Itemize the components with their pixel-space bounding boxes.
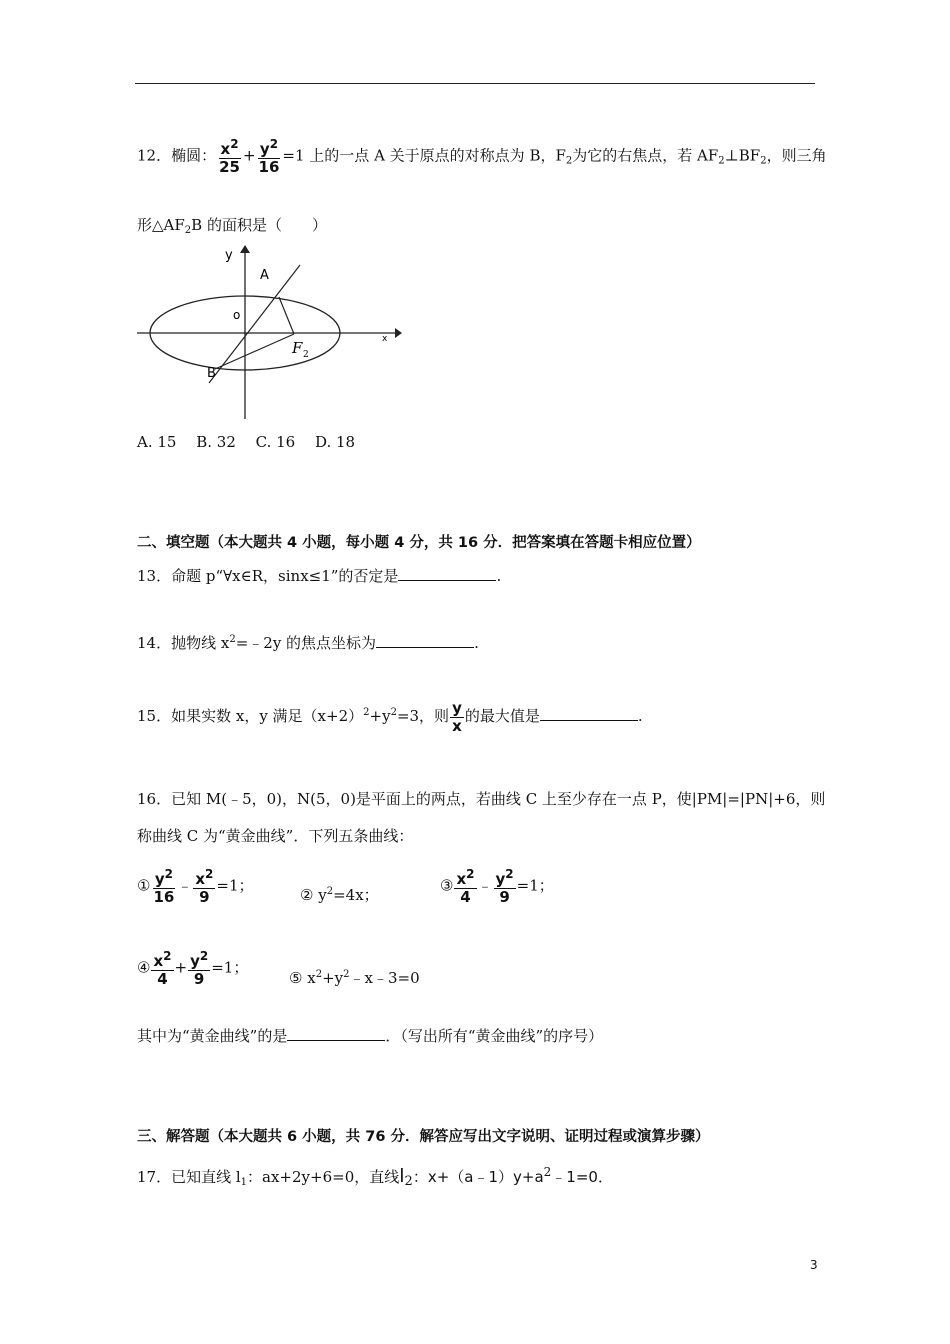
origin-label: o [233,308,241,322]
y-axis-arrow [240,245,250,253]
q16-curve-5: ⑤ $x^2+y^2﹣x﹣3=0$ [289,969,420,987]
q14-answer-blank[interactable] [376,646,474,648]
q16-curve-1: ① $\frac{y^2}{16}$ ﹣ $\frac{x^2}{9}$ =1； [137,867,254,906]
q16-answer: 其中为“黄金曲线”的是 ．（写出所有“黄金曲线”的序号） [137,1027,604,1045]
q12-frac2: $\frac{y^2}{16}$ [258,137,280,176]
header-rule [135,83,815,84]
y-axis-label: y [225,248,233,263]
q16-line1: 16．已知 M(﹣5，0)，N(5，0)是平面上的两点，若曲线 C 上至少存在一点 P，使|PM|=|PN|+6，则 [137,790,826,808]
q16-answer-blank[interactable] [287,1039,385,1041]
q12-line2: 形$\triangle AF_2B$ 的面积是（ ） [137,216,327,236]
q17: 17．已知直线 $l_1$：ax+2y+6=0，直线l2：$x+(a﹣1)y+a^2﹣1=0$． [137,1165,613,1189]
q15: 15．如果实数 x，y 满足$(x+2)^2+y^2=3$，则 $\frac{y}{x}$ 的最大值是 . [137,699,643,735]
q14: 14．抛物线 $x^2=﹣2y$ 的焦点坐标为 . [137,634,479,652]
page-number: 3 [810,1258,818,1272]
q12-options: A. 15 B. 32 C. 16 D. 18 [137,433,356,451]
q12-text-a: =1 上的一点 A 关于原点的对称点为 B，F [282,146,566,165]
q16-curve-2: ② $y^2=4x$； [300,886,379,904]
q15-frac: $\frac{y}{x}$ [452,699,462,735]
q16-curve-4: ④ $\frac{x^2}{4}$ + $\frac{y^2}{9}$ =1； [137,949,249,988]
section2-title: 二、填空题（本大题共 4 小题，每小题 4 分，共 16 分．把答案填在答题卡相应位置） [137,535,701,551]
x-axis-arrow [395,328,402,338]
segment-bf2 [215,334,294,369]
q12-line1: 12．椭圆： $\frac{x^2}{25}$ + $\frac{y^2}{16}$ =1 上的一点 A 关于原点的对称点为 B，$F_2$为它的右焦点，若 $AF_2\perp BF_2$，则三角 [137,137,827,176]
section3-title: 三、解答题（本大题共 6 小题，共 76 分．解答应写出文字说明、证明过程或演算步骤） [137,1129,710,1145]
ellipse-figure [137,243,402,423]
x-axis-label: x [382,334,388,344]
q12-text-c: ⊥BF [724,146,761,165]
q12-text-b: 为它的右焦点，若 AF [572,146,719,165]
q12-frac1: $\frac{x^2}{25}$ [219,137,240,176]
q16-line2: 称曲线 C 为“黄金曲线”．下列五条曲线： [137,827,414,845]
segment-af2 [279,297,294,334]
q13-answer-blank[interactable] [398,579,496,581]
point-a-label: A [260,268,269,283]
q13: 13．命题 p“∀x∈R，sinx≤1”的否定是 . [137,567,502,585]
q16-curve-3: ③ $\frac{x^2}{4}$ ﹣ $\frac{y^2}{9}$ =1； [440,867,554,906]
focus-f2-label: F [292,339,303,357]
focus-f2-sub: 2 [303,350,309,360]
q12-plus: + [242,146,256,165]
q12-prefix: 12．椭圆： [137,146,217,165]
point-b-label: B [207,366,216,381]
q15-answer-blank[interactable] [540,719,638,721]
q12-text-d: ，则三角 [766,146,827,165]
